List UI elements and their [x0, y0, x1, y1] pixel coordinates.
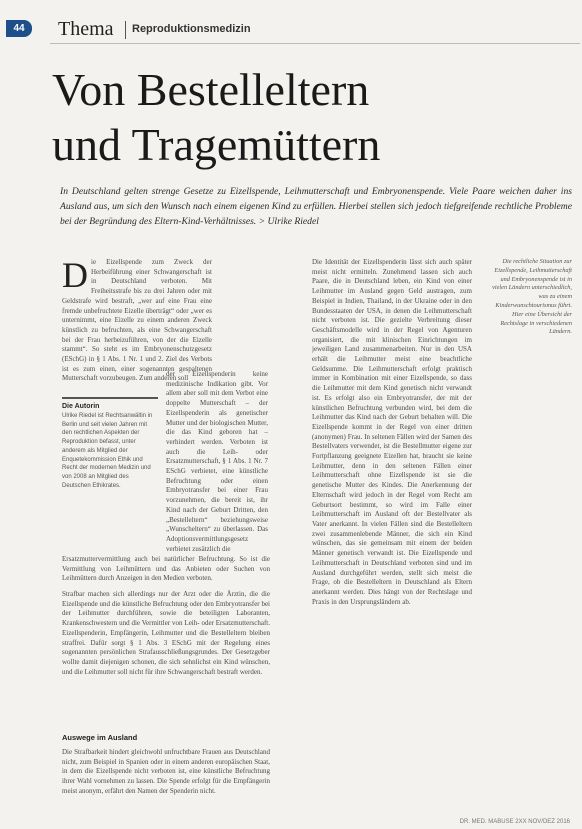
body-column-2: Die Identität der Eizellspenderin lässt sich auch später meist nicht ermitteln. Zunehmend lassen sich auch Paare, die in Deutschland leben, ein Kind von einer Leihmutter im Ausland gegen Geld austragen, zum Beispiel in Indien, Thailand, in der Ukraine oder in den Bundesstaaten der USA, in denen die Leihmutterschaft nicht verboten ist. Die gezielte Verbreitung dieser Geschäftsmodelle wird in der Regel von Agenturen organisiert, die mit klinischen Einrichtungen im jeweiligen Land zusammenarbeiten. Nur in den USA erhält die Leihmutter meist eine beachtliche Geldsumme. Die Leihmutterschaft erfolgt praktisch immer in Kombination mit einer Eizellspende, so dass die Leihmutter mit dem Kind genetisch nicht verwandt ist. Es erfolgt also ein Embryotransfer, der mit der künstlichen Befruchtung verbunden wird, bei dem die Leihmutter das Kind nach der Geburt behalten will. Die Eizellspende kommt in der Regel von einer dritten (anonymen) Frau. In seltenen Fällen wird der Samen des Bestellvaters verwendet, ist die Bestellmutter eigene zur Fortpflanzung geeignete Eizellen hat, braucht sie keine Leihmutter, denn in den seltenen Fällen einer Leihmutterschaft ohne Eizellspende ist sie die genetische Mutter des Kindes. Die Anerkennung der Elternschaft wird jedoch in der Regel vom Recht am Geburtsort bestimmt, so wird im Falle einer Leihmutterschaft im Ausland oft der Bestellvater als Vater anerkannt. In vielen Fällen sind die Bestelleltern zwei zusammenlebende Männer, die sich ein Kind wünschen, das sie gemeinsam mit einem der beiden Männer genetisch verwandt ist. Die Eizellspende und Leihmutterschaft in Deutschland verboten sind und im Ausland durchgeführt werden, stellt sich meist die Frage, ob die Bestelleltern in Deutschland als Eltern anerkannt werden. Dies hängt von der Rechtslage und Praxis in den Ursprungsländern ab.	[312, 258, 472, 606]
article-title	[52, 62, 572, 172]
author-box-text: Ulrike Riedel ist Rechtsanwältin in Berlin und seit vielen Jahren mit den rechtlichen Aspekten der Reproduktion befasst, unter anderem als Mitglied der Enquetekommission Ethik und Recht der modernen Medizin und von 2008 an Mitglied des Deutschen Ethikrates.	[62, 413, 153, 489]
body-column-1-right: der Eizellspenderin keine medizinische Indikation gibt. Vor allem aber soll mit dem Verbot eine doppelte Mutterschaft – der Eizellspenderin als genetischer Mutter und der biologischen Mutter, die das Kind geboren hat – verhindert werden. Verboten ist auch die Leih- oder Ersatzmutterschaft, § 1 Abs. 1 Nr. 7 ESchG verbietet, eine künstliche Befruchtung oder einen Embryotransfer bei einer Frau vorzunehmen, die bereit ist, ihr Kind nach der Geburt Dritten, den „Bestelleltern“ beziehungsweise „Wunscheltern“ zu überlassen. Das Adoptionsvermittlungsgesetz verbietet zusätzlich die	[166, 370, 268, 553]
header-divider	[125, 21, 126, 39]
section-subhead: Auswege im Ausland	[62, 733, 138, 742]
body-col1-top-text: ie Eizellspende zum Zweck der Herbeiführung einer Schwangerschaft ist in Deutschland verboten. Mit Freiheitsstrafe bis zu drei Jahren oder mit Geldstrafe wird bestraft, „wer auf eine Frau eine fremde unbefruchtete Eizelle überträgt“ oder „wer es unternimmt, eine Eizelle zu einem anderen Zweck künstlich zu befruchten, als eine Schwangerschaft bei der Frau herbeizuführen, von der die Eizelle stammt“. So steht es im Embryonenschutzgesetz (ESchG) in § 1 Abs. 1 Nr. 1 und 2. Ziel des Verbots ist es zum einen, einer sogenannten gespaltenen Mutterschaft vorzubeugen. Zum anderen soll	[62, 258, 212, 383]
page-number: 44	[6, 20, 32, 37]
article-lead: In Deutschland gelten strenge Gesetze zu Eizellspende, Leihmutterschaft und Embryonenspende. Viele Paare weichen daher ins Ausland aus, um sich den Wunsch nach einem eigenen Kind zu erfüllen. Hierbei stellen sich jedoch tiefgreifende rechtliche Probleme bei der Begründung des Eltern-Kind-Verhältnisses. > Ulrike Riedel	[60, 186, 572, 227]
body-column-1-bottom: Die Strafbarkeit hindert gleichwohl unfruchtbare Frauen aus Deutschland nicht, zum Beispiel in Spanien oder in einem anderen europäischen Staat, in dem die Eizellspende nicht verboten ist, eine künstliche Befruchtung ihrer Wahl vornehmen zu lassen. Die Spende erfolgt für die Empfängerin meist anonym, erfährt den Namen der Spenderin nicht.	[62, 748, 270, 795]
author-box	[62, 397, 158, 490]
body-column-1-mid: Strafbar machen sich allerdings nur der Arzt oder die Ärztin, die die Eizellspende und die künstliche Befruchtung oder den Embryotransfer bei der Leihmutter durchführen, sowie die beteiligten Laboranten, Krankenschwestern und die Vermittler von Leih- oder Ersatzmutterschaft. Eizellspenderin, Empfängerin, Leihmutter und die Bestelleltern bleiben straffrei. Dafür sorgt § 1 Abs. 3 ESchG mit der Regelung eines sogenannten persönlichen Strafausschließungsgrundes. Der Gesetzgeber wollte damit diejenigen schonen, die sich sehnlichst ein Kind wünschen, und die Leihmutter soll nicht für ihre Schwangerschaft bestraft werden.	[62, 590, 270, 676]
page-header	[0, 18, 582, 42]
sidebar-note: Die rechtliche Situation zur Eizellspende, Leihmutterschaft und Embryonenspende ist in vielen Ländern unterschiedlich, was zu einem Kinderwunschtourismus führt. Hier eine Übersicht der Rechtslage in verschiedenen Ländern.	[492, 258, 572, 336]
author-box-title: Die Autorin	[62, 403, 100, 410]
body-column-1-full: Ersatzmuttervermittlung auch bei natürlicher Befruchtung. So ist die Vermittlung von Leihmüttern und das Anbieten oder Suchen von Leihmüttern durch Anzeigen in den Medien verboten.	[62, 555, 270, 583]
page-footer: DR. MED. MABUSE 2XX NOV/DEZ 2016	[459, 819, 570, 825]
section-title: Thema	[58, 18, 114, 40]
drop-cap: D	[62, 258, 88, 295]
title-line-1: Von Bestelleltern	[52, 64, 370, 115]
header-rule	[50, 43, 580, 44]
title-line-2: und Tragemüttern	[52, 119, 381, 170]
subsection-title: Reproduktionsmedizin	[132, 23, 251, 35]
